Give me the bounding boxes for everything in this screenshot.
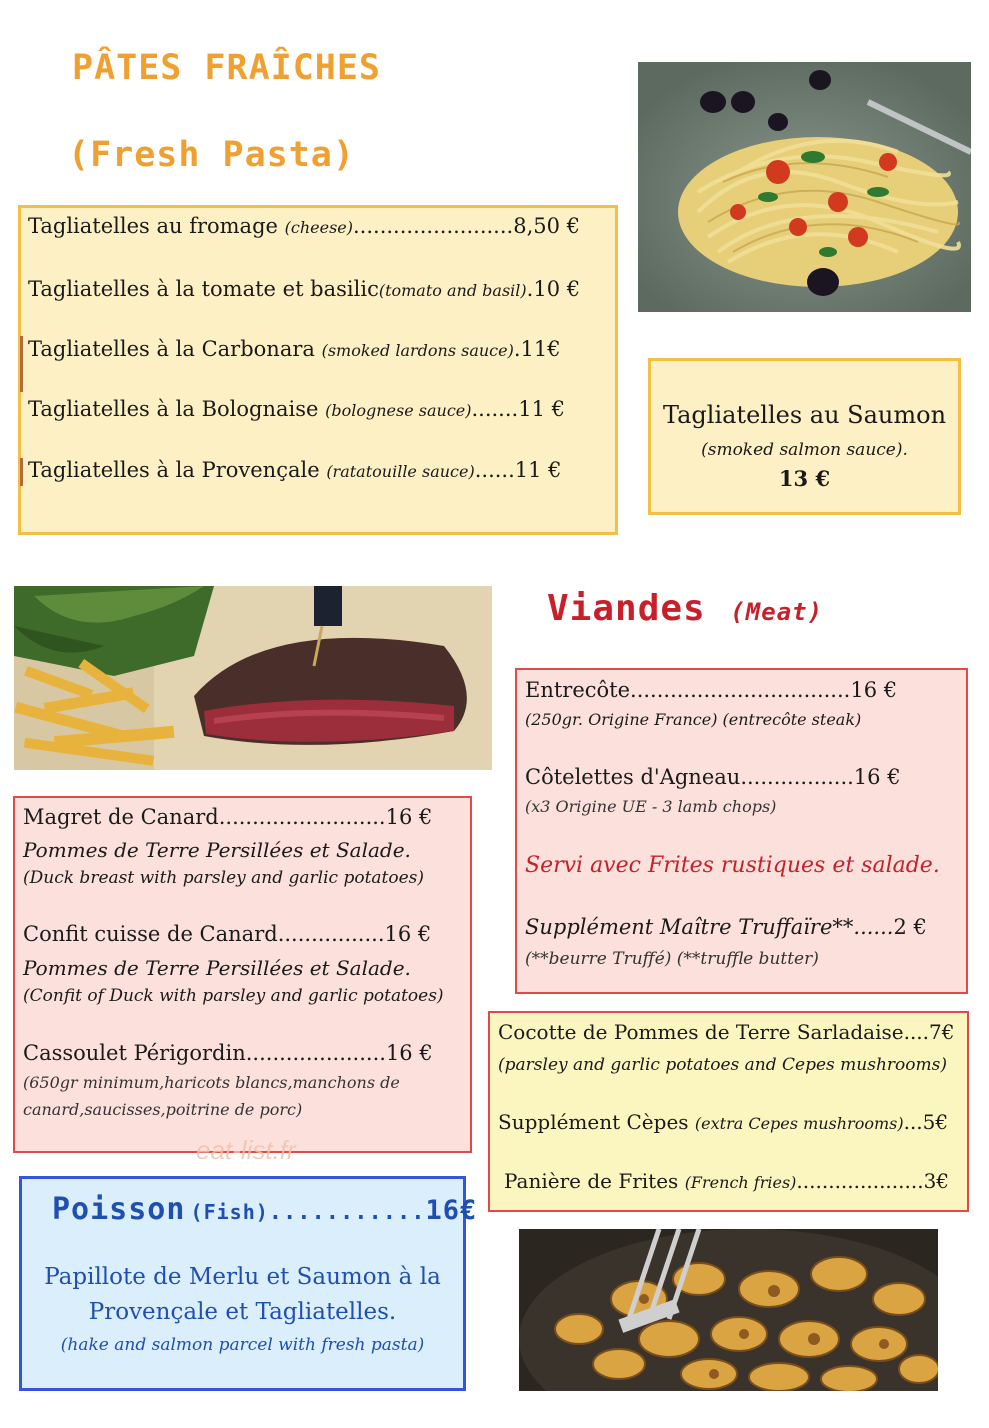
dot-leader: ........................ (353, 214, 514, 238)
salmon-price: 13 € (778, 466, 831, 491)
side-item-price: 5€ (922, 1110, 949, 1134)
dot-leader: ...... (474, 458, 515, 482)
meat-title-text: Viandes (547, 588, 706, 629)
dot-leader: ................................. (630, 678, 851, 702)
pasta-item-price: 11 € (518, 397, 565, 421)
salmon-special-box (648, 358, 961, 515)
fish-header (52, 1192, 477, 1227)
duck-item-desc: (Confit of Duck with parsley and garlic potatoes) (23, 986, 444, 1006)
side-item (498, 1110, 948, 1134)
fish-title: Poisson (52, 1192, 186, 1227)
side-item (498, 1020, 954, 1044)
duck-item-name: Magret de Canard (23, 805, 219, 829)
supplement-desc: (**beurre Truffé) (**truffle butter) (525, 949, 819, 969)
dot-leader: . (513, 337, 521, 361)
pasta-box-marker (20, 336, 23, 392)
fish-subtitle: (Fish) (190, 1200, 269, 1224)
pasta-item-name: Tagliatelles à la tomate et basilic (28, 277, 379, 301)
duck-item-price: 16 € (384, 922, 432, 946)
dot-leader: .... (903, 1020, 930, 1044)
cassoulet-price: 16 € (385, 1041, 433, 1065)
pasta-item-name: Tagliatelles à la Bolognaise (28, 397, 326, 421)
side-item-desc: (extra Cepes mushrooms) (694, 1114, 904, 1133)
supplement-name: Supplément Maître Truffaïre** (525, 915, 854, 939)
duck-item-name: Confit cuisse de Canard (23, 922, 278, 946)
cassoulet-item (23, 1041, 433, 1065)
pasta-item (28, 458, 562, 482)
pasta-item-price: 8,50 € (513, 214, 581, 238)
dot-leader: .................... (796, 1169, 924, 1193)
dot-leader: ...... (853, 915, 894, 939)
fish-price: 16€ (425, 1195, 478, 1226)
pasta-item (28, 397, 565, 421)
fish-dish-line: Provençale et Tagliatelles. (88, 1299, 397, 1325)
meat-item-name: Côtelettes d'Agneau (525, 765, 741, 789)
duck-item-side: Pommes de Terre Persillées et Salade. (23, 956, 411, 980)
meat-item (525, 678, 897, 702)
dot-leader: ....... (471, 397, 519, 421)
side-item-desc: (French fries) (684, 1173, 797, 1192)
meat-served-with: Servi avec Frites rustiques et salade. (525, 853, 940, 878)
meat-title (547, 588, 823, 629)
pasta-item-name: Tagliatelles à la Carbonara (28, 337, 322, 361)
meat-item-price: 16 € (850, 678, 898, 702)
pasta-item-price: 10 € (533, 277, 581, 301)
meat-item-desc: (250gr. Origine France) (entrecôte steak) (525, 710, 862, 729)
meat-item (525, 765, 901, 789)
supplement-price: 2 € (893, 915, 927, 939)
cassoulet-name: Cassoulet Périgordin (23, 1041, 246, 1065)
pasta-item-name: Tagliatelles à la Provençale (28, 458, 327, 482)
side-item-name: Cocotte de Pommes de Terre Sarladaise (498, 1020, 904, 1044)
pasta-subtitle: (Fresh Pasta) (68, 135, 355, 175)
pasta-box-marker (20, 458, 23, 486)
fish-desc: (hake and salmon parcel with fresh pasta) (60, 1335, 425, 1355)
dot-leader: ..................... (245, 1041, 386, 1065)
side-item (504, 1169, 949, 1193)
dot-leader: ................ (277, 922, 385, 946)
dot-leader: ........... (268, 1200, 426, 1225)
cassoulet-desc: canard,saucisses,poitrine de porc) (23, 1100, 303, 1119)
pasta-item-desc: (bolognese sauce) (325, 401, 472, 420)
watermark: eat-list.fr (196, 1135, 296, 1165)
pasta-item (28, 337, 561, 361)
meat-item-name: Entrecôte (525, 678, 631, 702)
salmon-name: Tagliatelles au Saumon (662, 401, 947, 429)
dot-leader: . (526, 277, 534, 301)
duck-item (23, 805, 432, 829)
steak-photo (14, 586, 492, 770)
duck-item-desc: (Duck breast with parsley and garlic potatoes) (23, 868, 425, 888)
side-item-price: 7€ (929, 1020, 955, 1044)
pasta-item (28, 277, 580, 301)
fish-dish-line: Papillote de Merlu et Saumon à la (44, 1264, 441, 1290)
pasta-item-price: 11 € (514, 458, 562, 482)
dot-leader: ................. (740, 765, 854, 789)
pasta-item-desc: (cheese) (284, 218, 353, 237)
pasta-item-desc: (smoked lardons sauce) (321, 341, 514, 360)
salmon-desc: (smoked salmon sauce). (701, 440, 908, 460)
cassoulet-desc: (650gr minimum,haricots blancs,manchons de (23, 1073, 400, 1092)
pasta-item-name: Tagliatelles au fromage (28, 214, 285, 238)
meat-item-desc: (x3 Origine UE - 3 lamb chops) (525, 797, 777, 816)
pasta-item (28, 214, 580, 238)
duck-item-price: 16 € (385, 805, 433, 829)
meat-subtitle: (Meat) (730, 598, 824, 626)
pasta-menu-box (18, 205, 618, 535)
side-item-name: Supplément Cèpes (498, 1110, 695, 1134)
pasta-item-desc: (tomato and basil) (378, 281, 527, 300)
meat-supplement (525, 915, 927, 939)
meat-item-price: 16 € (853, 765, 901, 789)
duck-item-side: Pommes de Terre Persillées et Salade. (23, 838, 411, 862)
pasta-item-price: 11€ (520, 337, 561, 361)
pasta-title: PÂTES FRAÎCHES (72, 48, 382, 88)
side-item-price: 3€ (923, 1169, 950, 1193)
pasta-photo (638, 62, 971, 312)
pasta-item-desc: (ratatouille sauce) (326, 462, 475, 481)
dot-leader: ... (903, 1110, 923, 1134)
potatoes-photo (519, 1229, 938, 1391)
side-item-desc: (parsley and garlic potatoes and Cepes mushrooms) (498, 1055, 947, 1075)
dot-leader: ......................... (218, 805, 386, 829)
duck-item (23, 922, 431, 946)
side-item-name: Panière de Frites (504, 1169, 685, 1193)
